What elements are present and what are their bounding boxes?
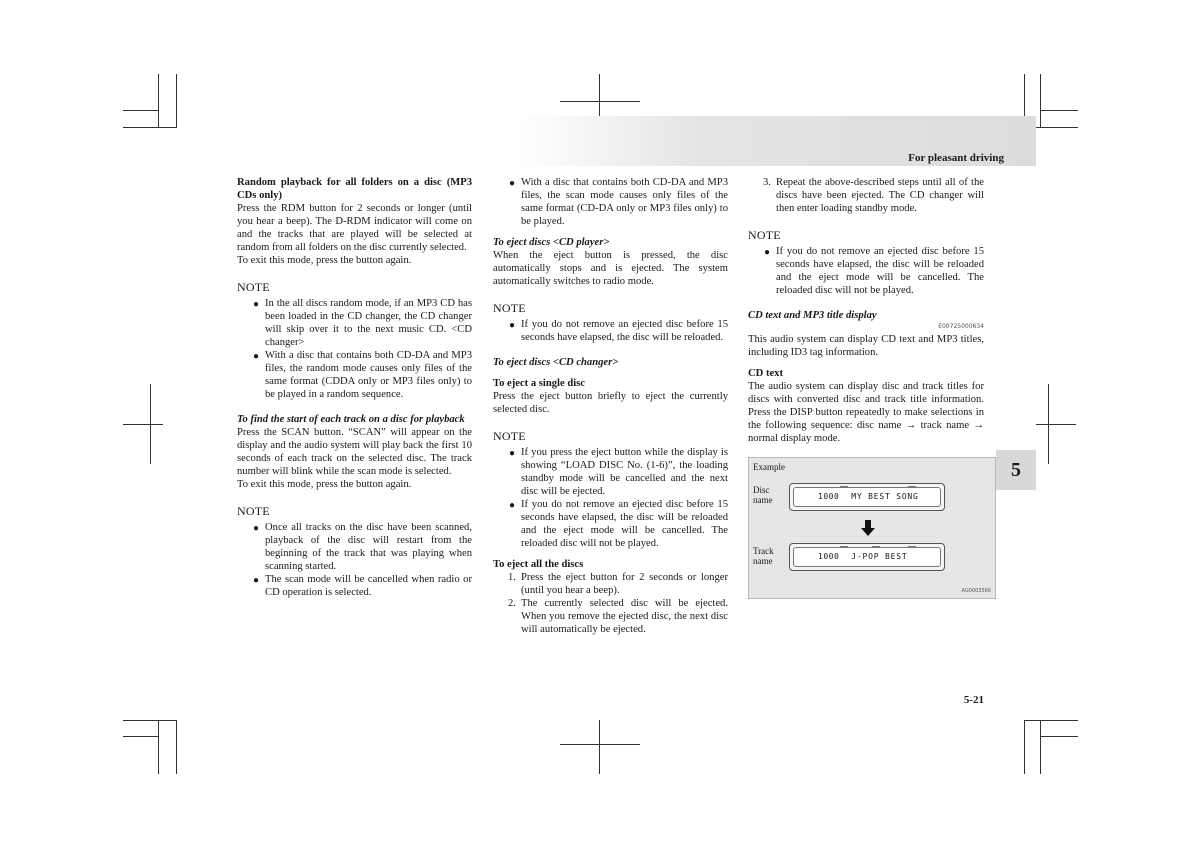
crop-mark [158,720,159,774]
example-label: Example [753,462,785,472]
heading-random-playback: Random playback for all folders on a disc (MP3 CDs only) [237,177,472,201]
bullet-dot-icon: ● [509,178,516,189]
note-label: NOTE [237,280,270,294]
paragraph: Press the SCAN button. “SCAN” will appear on the display and the audio system will play back the first 10 seconds of each track on the selected disc. The track number will blink while the scan mode is selected. [237,427,472,477]
paragraph: To exit this mode, press the button again. [237,479,412,490]
disc-name-label: Disc name [753,485,773,505]
section-title: For pleasant driving [908,152,1004,164]
paragraph: When the eject button is pressed, the disc automatically stops and is ejected. The system automatically switches to radio mode. [493,250,728,287]
bullet-dot-icon: ● [509,448,516,459]
figure-code: AG0003566 [961,588,991,594]
crop-mark [1024,720,1025,774]
crop-mark [560,101,640,102]
step-item: 3. Repeat the above-described steps until all of the discs have been ejected. The CD changer will then enter loading standby mode. [763,177,984,214]
paragraph: To exit this mode, press the button again. [237,255,412,266]
paragraph: Press the eject button briefly to eject the currently selected disc. [493,391,728,415]
heading-scan: To find the start of each track on a disc for playback [237,414,465,425]
note-item: ● The scan mode will be cancelled when radio or CD operation is selected. [253,574,472,598]
crop-mark [1024,720,1078,721]
note-item: ● If you do not remove an ejected disc before 15 seconds have elapsed, the disc will be reloaded and the eject mode will be cancelled. The reloaded disc will not be played. [764,246,984,296]
lcd-text: J-POP BEST [851,552,908,561]
subheading-single-disc: To eject a single disc [493,378,586,389]
crop-mark [599,720,600,774]
crop-mark [560,744,640,745]
column-middle [493,176,728,636]
crop-mark [176,74,177,128]
subheading-all-discs: To eject all the discs [493,559,584,570]
example-figure [748,457,996,599]
lcd-text: MY BEST SONG [851,492,919,501]
subheading-cd-text: CD text [748,368,784,379]
note-item: ● If you do not remove an ejected disc before 15 seconds have elapsed, the disc will be reloaded. [509,319,728,343]
lcd-track-number: 1000 [818,492,840,501]
note-label: NOTE [493,429,526,443]
heading-eject-changer: To eject discs <CD changer> [493,357,619,368]
crop-mark [158,74,159,128]
note-item: ● If you press the eject button while the display is showing “LOAD DISC No. (1-6)”, the loading standby mode will be cancelled and the next disc will be ejected. [509,447,728,497]
step-item: 1. Press the eject button for 2 seconds or longer (until you hear a beep). [508,572,728,596]
note-item: ● With a disc that contains both CD-DA and MP3 files, the scan mode causes only files of the same format (CD-DA only or MP3 files only) to be played. [509,177,728,227]
bullet-dot-icon: ● [509,320,516,331]
lcd-display-track [789,543,945,571]
crop-mark [123,110,159,111]
paragraph: The audio system can display disc and track titles for discs with converted disc and track title information. Press the DISP button repeatedly to make selections in the following sequence: disc name → track name → normal display mode. [748,381,984,444]
heading-eject-player: To eject discs <CD player> [493,237,610,248]
paragraph: Press the RDM button for 2 seconds or longer (until you hear a beep). The D-RDM indicator will come on and the tracks that are played will be selected at random from all folders on the disc currently selected. [237,203,472,253]
column-right [748,176,991,599]
bullet-dot-icon: ● [764,247,771,258]
crop-mark [1040,736,1078,737]
crop-mark [1040,720,1041,774]
note-item: ● If you do not remove an ejected disc before 15 seconds have elapsed, the disc will be reloaded and the eject mode will be cancelled. The reloaded disc will not be played. [509,499,728,549]
bullet-dot-icon: ● [253,575,260,586]
heading-cd-text: CD text and MP3 title display [748,310,877,321]
note-item: ● Once all tracks on the disc have been scanned, playback of the disc will restart from the beginning of the track that was playing when scanning started. [253,522,472,572]
bullet-dot-icon: ● [509,500,516,511]
crop-mark [123,736,159,737]
bullet-dot-icon: ● [253,351,260,362]
crop-mark [1040,110,1078,111]
note-label: NOTE [493,301,526,315]
lcd-track-number: 1000 [818,552,840,561]
note-label: NOTE [237,504,270,518]
note-label: NOTE [748,228,781,242]
arrow-down-icon [861,520,875,536]
crop-mark [123,720,177,721]
crop-mark [1040,74,1041,128]
section-code: E00725000634 [938,323,984,330]
note-item: ● In the all discs random mode, if an MP3 CD has been loaded in the CD changer, the CD changer will skip over it to the next music CD. <CD changer> [253,298,472,348]
lcd-display-disc [789,483,945,511]
chapter-tab: 5 [996,450,1036,490]
column-left [237,176,472,599]
crop-mark [123,424,163,425]
crop-mark [123,127,177,128]
crop-mark [176,720,177,774]
paragraph: This audio system can display CD text and MP3 titles, including ID3 tag information. [748,334,984,358]
track-name-label: Track name [753,546,774,566]
step-item: 2. The currently selected disc will be ejected. When you remove the ejected disc, the next disc will automatically be ejected. [508,598,728,635]
page-number: 5-21 [963,694,984,706]
note-item: ● With a disc that contains both CD-DA and MP3 files, the random mode causes only files of the same format (CDDA only or MP3 files only) to be played in a random sequence. [253,350,472,400]
bullet-dot-icon: ● [253,299,260,310]
crop-mark [1036,424,1076,425]
bullet-dot-icon: ● [253,523,260,534]
